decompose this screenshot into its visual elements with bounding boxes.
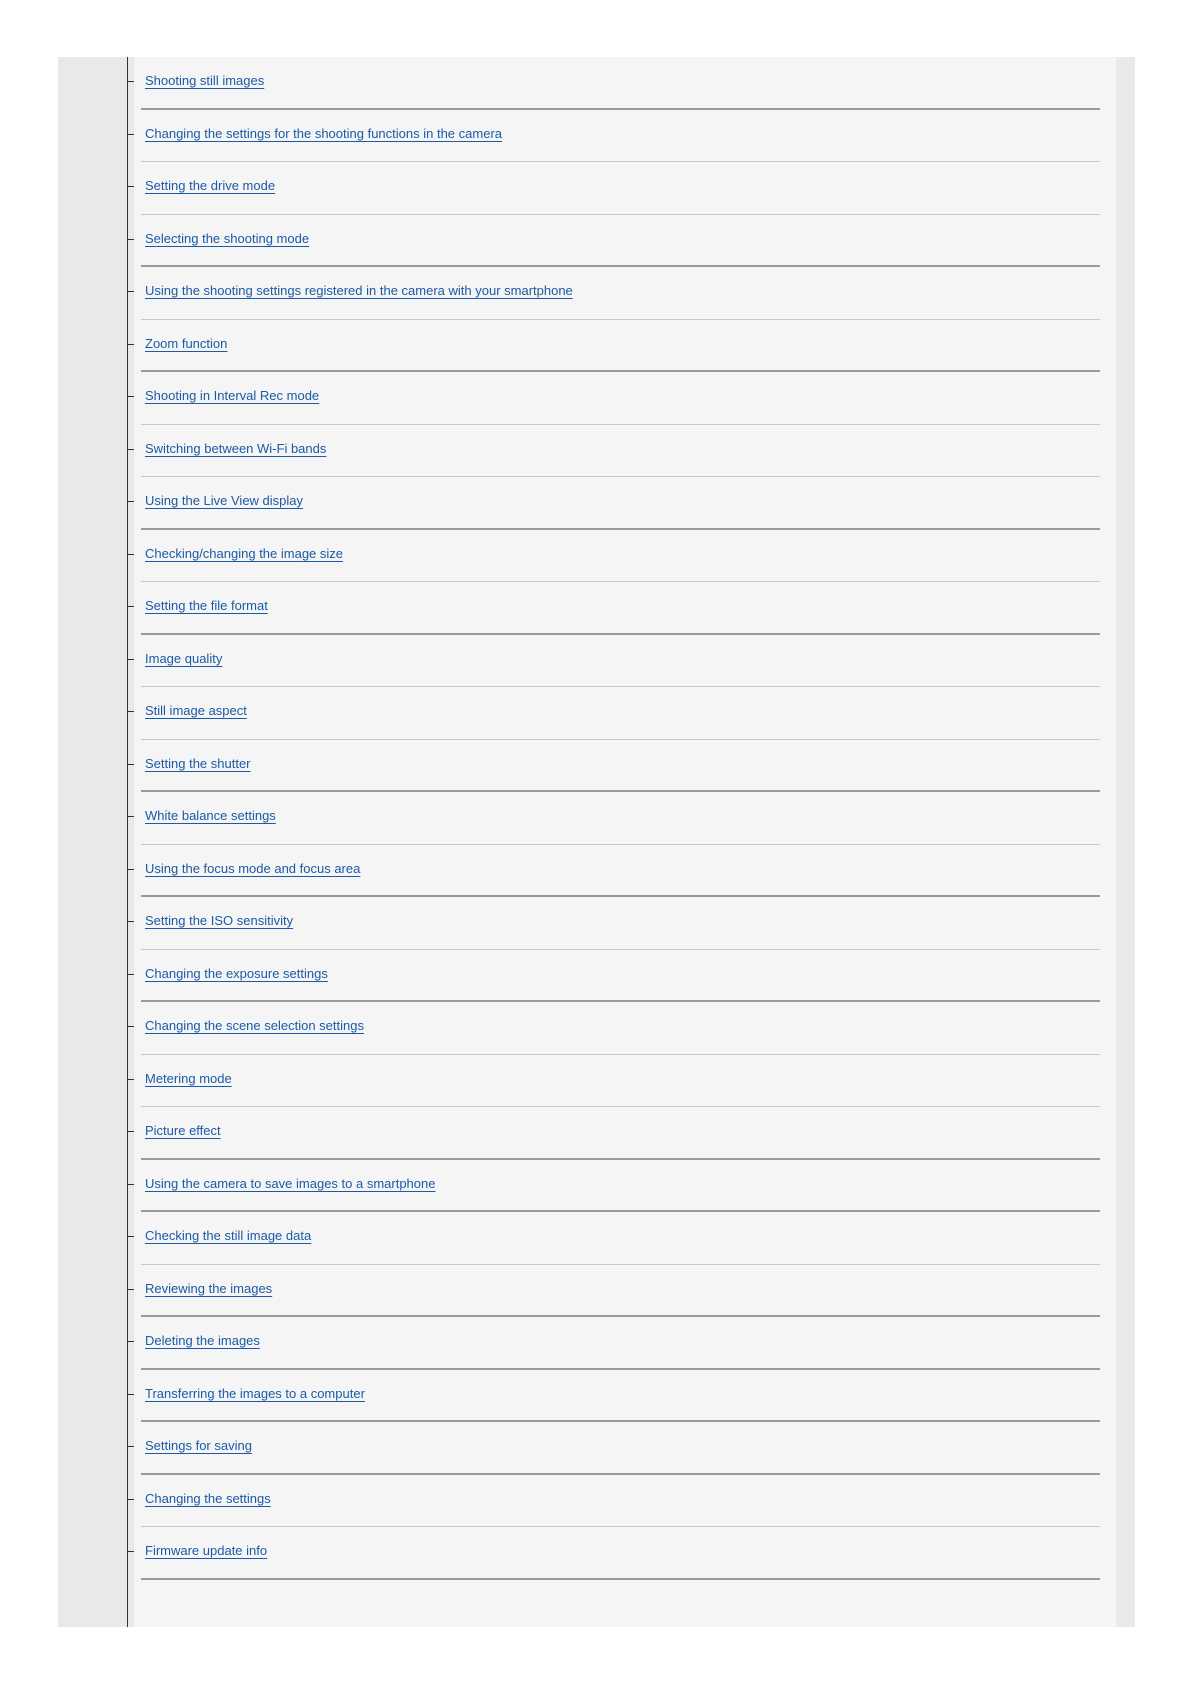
toc-item xyxy=(58,950,1135,1003)
toc-link[interactable]: Using the Live View display xyxy=(145,493,304,508)
toc-link[interactable]: Setting the ISO sensitivity xyxy=(145,913,294,928)
toc-link[interactable]: Setting the shutter xyxy=(145,755,251,771)
toc-item xyxy=(58,1317,1135,1370)
toc-link[interactable]: Metering mode xyxy=(145,1070,232,1086)
toc-item xyxy=(58,1055,1135,1108)
tree-branch-tick xyxy=(128,81,134,82)
tree-branch-tick xyxy=(128,1289,134,1290)
toc-item xyxy=(58,372,1135,425)
toc-link[interactable]: Image quality xyxy=(145,650,223,666)
toc-item xyxy=(58,740,1135,793)
tree-branch-tick xyxy=(128,396,134,397)
toc-link[interactable]: Zoom function xyxy=(145,335,228,351)
toc-item xyxy=(58,897,1135,950)
row-separator xyxy=(141,1578,1100,1580)
toc-link[interactable]: Using the camera to save images to a smartphone xyxy=(145,1175,436,1191)
tree-branch-tick xyxy=(128,711,134,712)
toc-item xyxy=(58,1370,1135,1423)
tree-branch-tick xyxy=(128,344,134,345)
tree-branch-tick xyxy=(128,134,134,135)
toc-link[interactable]: Using the focus mode and focus area xyxy=(145,860,361,876)
toc-item xyxy=(58,1002,1135,1055)
toc-list xyxy=(58,57,1135,1580)
tree-branch-tick xyxy=(128,659,134,660)
toc-link[interactable]: Shooting still images xyxy=(145,73,265,88)
toc-link[interactable]: Changing the exposure settings xyxy=(145,965,328,981)
toc-link[interactable]: Picture effect xyxy=(145,1123,221,1138)
tree-branch-tick xyxy=(128,869,134,870)
tree-branch-tick xyxy=(128,1394,134,1395)
toc-item xyxy=(58,1160,1135,1213)
tree-branch-tick xyxy=(128,501,134,502)
toc-item xyxy=(58,1475,1135,1528)
tree-branch-tick xyxy=(128,816,134,817)
toc-link[interactable]: Still image aspect xyxy=(145,703,247,718)
toc-link[interactable]: Changing the settings for the shooting functions in the camera xyxy=(145,125,502,141)
toc-item xyxy=(58,162,1135,215)
toc-link[interactable]: Changing the settings xyxy=(145,1490,271,1506)
toc-link[interactable]: Firmware update info xyxy=(145,1543,268,1558)
toc-item xyxy=(58,635,1135,688)
tree-branch-tick xyxy=(128,239,134,240)
toc-link[interactable]: Transferring the images to a computer xyxy=(145,1385,365,1401)
toc-link[interactable]: Settings for saving xyxy=(145,1438,252,1453)
tree-branch-tick xyxy=(128,449,134,450)
tree-branch-tick xyxy=(128,764,134,765)
toc-item xyxy=(58,215,1135,268)
toc-link[interactable]: Reviewing the images xyxy=(145,1280,273,1296)
toc-item xyxy=(58,530,1135,583)
toc-frame xyxy=(58,57,1135,1627)
toc-item xyxy=(58,582,1135,635)
toc-item xyxy=(58,687,1135,740)
tree-branch-tick xyxy=(128,1026,134,1027)
toc-link[interactable]: Selecting the shooting mode xyxy=(145,230,310,246)
toc-item xyxy=(58,425,1135,478)
toc-item xyxy=(58,845,1135,898)
toc-link[interactable]: Deleting the images xyxy=(145,1333,260,1348)
tree-branch-tick xyxy=(128,1341,134,1342)
tree-branch-tick xyxy=(128,1551,134,1552)
toc-link[interactable]: Switching between Wi-Fi bands xyxy=(145,440,327,456)
toc-item xyxy=(58,477,1135,530)
tree-branch-tick xyxy=(128,606,134,607)
toc-item xyxy=(58,1107,1135,1160)
toc-link[interactable]: White balance settings xyxy=(145,808,276,823)
tree-branch-tick xyxy=(128,291,134,292)
toc-item xyxy=(58,1212,1135,1265)
tree-branch-tick xyxy=(128,1184,134,1185)
toc-item xyxy=(58,110,1135,163)
tree-branch-tick xyxy=(128,1446,134,1447)
tree-branch-tick xyxy=(128,1079,134,1080)
toc-link[interactable]: Shooting in Interval Rec mode xyxy=(145,388,320,403)
tree-branch-tick xyxy=(128,1236,134,1237)
toc-item xyxy=(58,57,1135,110)
toc-link[interactable]: Checking the still image data xyxy=(145,1228,312,1243)
toc-item xyxy=(58,792,1135,845)
toc-link[interactable]: Checking/changing the image size xyxy=(145,545,344,561)
toc-item xyxy=(58,1527,1135,1580)
toc-item xyxy=(58,320,1135,373)
toc-link[interactable]: Changing the scene selection settings xyxy=(145,1018,364,1033)
tree-branch-tick xyxy=(128,554,134,555)
tree-branch-tick xyxy=(128,1499,134,1500)
tree-branch-tick xyxy=(128,186,134,187)
tree-branch-tick xyxy=(128,974,134,975)
toc-link[interactable]: Using the shooting settings registered in the camera with your smartphone xyxy=(145,283,573,298)
toc-link[interactable]: Setting the file format xyxy=(145,598,268,613)
toc-item xyxy=(58,1265,1135,1318)
toc-item xyxy=(58,267,1135,320)
tree-branch-tick xyxy=(128,921,134,922)
tree-branch-tick xyxy=(128,1131,134,1132)
toc-item xyxy=(58,1422,1135,1475)
toc-link[interactable]: Setting the drive mode xyxy=(145,178,276,193)
